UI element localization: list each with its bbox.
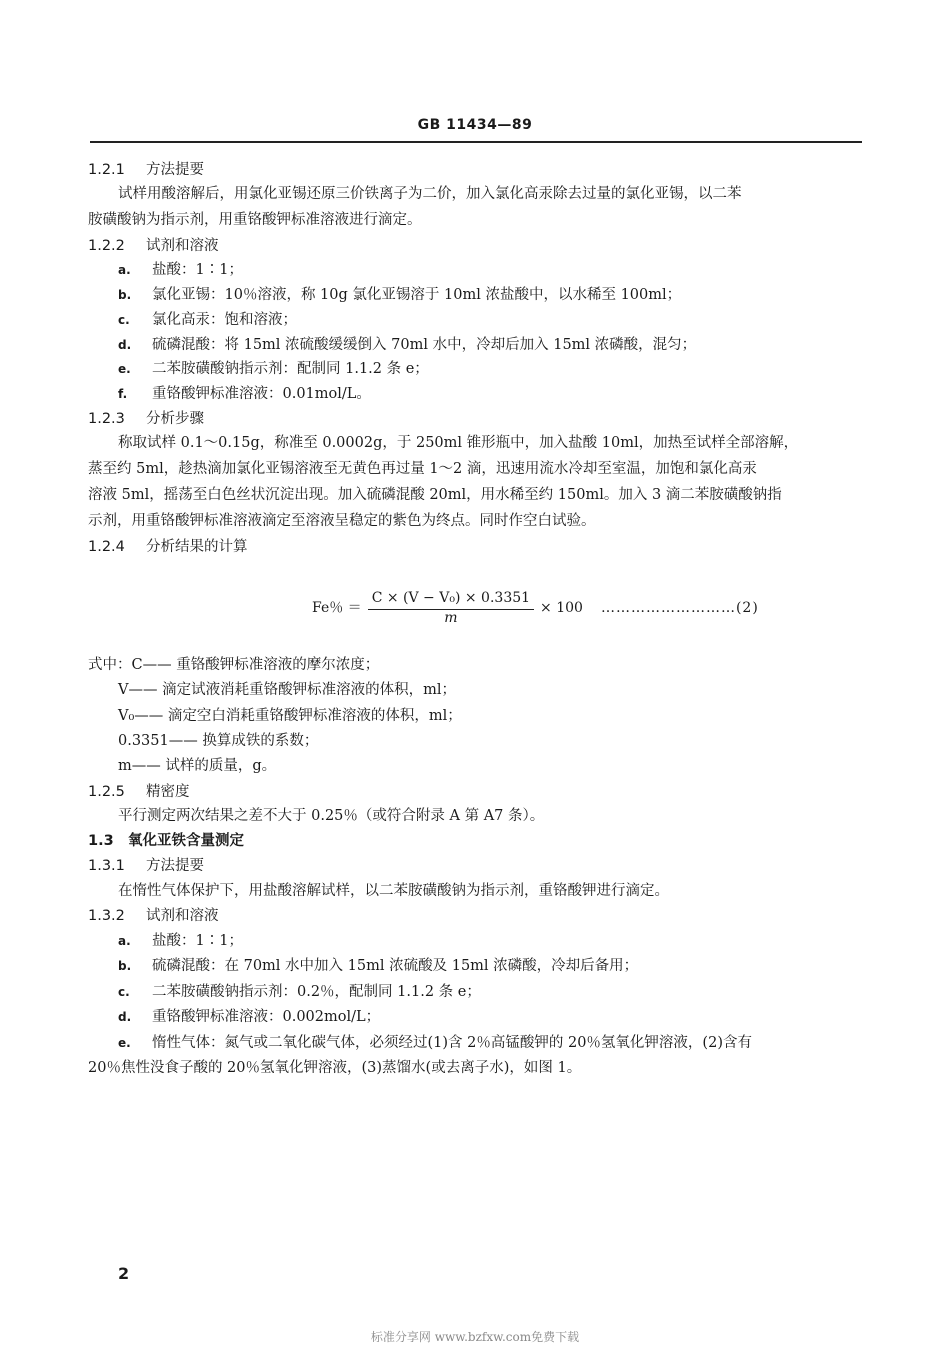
variable-definition: V—— 滴定试液消耗重铬酸钾标准溶液的体积，ml； [118,682,456,698]
footer-watermark: 标准分享网 www.bzfxw.com免费下载 [370,1330,580,1344]
list-item: f. 重铬酸钾标准溶液：0.01mol/L。 [118,386,371,402]
paragraph-line: 平行测定两次结果之差不大于 0.25％（或符合附录 A 第 A7 条）。 [118,808,545,824]
paragraph-line: 试样用酸溶解后，用氯化亚锡还原三价铁离子为二价，加入氯化高汞除去过量的氯化亚锡，以二苯 [118,186,742,202]
variable-definition: m—— 试样的质量，g。 [118,758,277,774]
list-item: b. 硫磷混酸：在 70ml 水中加入 15ml 浓硫酸及 15ml 浓磷酸，冷却后备用； [118,958,639,974]
list-item: a. 盐酸：1∶1； [118,262,243,278]
section-number: 1.2.1 [88,162,125,178]
paragraph-line: 示剂，用重铬酸钾标准溶液滴定至溶液呈稳定的紫色为终点。同时作空白试验。 [88,513,596,529]
equation-number: ………………………(2) [600,600,759,616]
iron-content-formula [312,588,759,628]
variable-definition: 0.3351—— 换算成铁的系数； [118,733,319,749]
list-item: e. 二苯胺磺酸钠指示剂：配制同 1.1.2 条 e； [118,361,429,377]
section-1-2-3-heading [88,409,204,429]
section-number: 1.2.3 [88,411,125,427]
list-item: b. 氯化亚锡：10％溶液，称 10g 氯化亚锡溶于 10ml 浓盐酸中，以水稀至 100ml； [118,287,682,303]
section-1-2-5-heading [88,782,190,802]
section-1-2-4-heading [88,537,248,557]
paragraph-line: 蒸至约 5ml，趁热滴加氯化亚锡溶液至无黄色再过量 1～2 滴，迅速用流水冷却至室温，加饱和氯化高汞 [88,461,757,477]
list-item: a. 盐酸：1∶1； [118,933,243,949]
paragraph-line: 在惰性气体保护下，用盐酸溶解试样，以二苯胺磺酸钠为指示剂，重铬酸钾进行滴定。 [118,883,669,899]
section-title: 分析步骤 [146,411,204,427]
paragraph-line: 20％焦性没食子酸的 20％氢氧化钾溶液，(3)蒸馏水(或去离子水)，如图 1。 [88,1060,582,1076]
section-number: 1.3 [88,833,114,849]
formula-rhs: × 100 [540,600,583,616]
section-title: 精密度 [146,784,190,800]
header-rule [90,141,862,143]
section-title: 试剂和溶液 [146,238,219,254]
variable-definition: V₀—— 滴定空白消耗重铬酸钾标准溶液的体积，ml； [118,708,462,724]
paragraph-line: 溶液 5ml，摇荡至白色丝状沉淀出现。加入硫磷混酸 20ml，用水稀至约 150ml。加入 3 滴二苯胺磺酸钠指 [88,487,782,503]
section-number: 1.3.2 [88,908,125,924]
section-number: 1.2.5 [88,784,125,800]
section-title: 方法提要 [146,858,204,874]
section-number: 1.3.1 [88,858,125,874]
variable-definition: 式中：C—— 重铬酸钾标准溶液的摩尔浓度； [88,657,380,673]
section-1-3-1-heading [88,856,204,876]
formula-denominator: m [444,609,458,626]
standard-code-header: GB 11434—89 [417,117,533,133]
section-title: 试剂和溶液 [146,908,219,924]
section-1-3-heading [88,831,244,851]
list-item: c. 氯化高汞：饱和溶液； [118,312,297,328]
section-1-3-2-heading [88,906,219,926]
section-number: 1.2.2 [88,238,125,254]
paragraph-line: 胺磺酸钠为指示剂，用重铬酸钾标准溶液进行滴定。 [88,212,422,228]
page-number: 2 [118,1264,130,1283]
list-item: e. 惰性气体：氮气或二氧化碳气体，必须经过(1)含 2％高锰酸钾的 20％氢氧化钾溶液，(2)含有 [118,1035,752,1051]
section-title: 方法提要 [146,162,204,178]
formula-lhs: Fe％ ＝ [312,600,362,616]
list-item: d. 硫磷混酸：将 15ml 浓硫酸缓缓倒入 70ml 水中，冷却后加入 15ml 浓磷酸，混匀； [118,337,697,353]
paragraph-line: 称取试样 0.1～0.15g，称准至 0.0002g，于 250ml 锥形瓶中，加入盐酸 10ml，加热至试样全部溶解， [118,435,799,451]
list-item: d. 重铬酸钾标准溶液：0.002mol/L； [118,1009,381,1025]
formula-fraction [368,590,534,627]
formula-numerator: C × (V − V₀) × 0.3351 [368,590,534,610]
section-1-2-1-heading [88,160,204,180]
section-1-2-2-heading [88,236,219,256]
list-item: c. 二苯胺磺酸钠指示剂：0.2％，配制同 1.1.2 条 e； [118,984,481,1000]
section-title: 氧化亚铁含量测定 [128,833,244,849]
section-number: 1.2.4 [88,539,125,555]
section-title: 分析结果的计算 [146,539,248,555]
